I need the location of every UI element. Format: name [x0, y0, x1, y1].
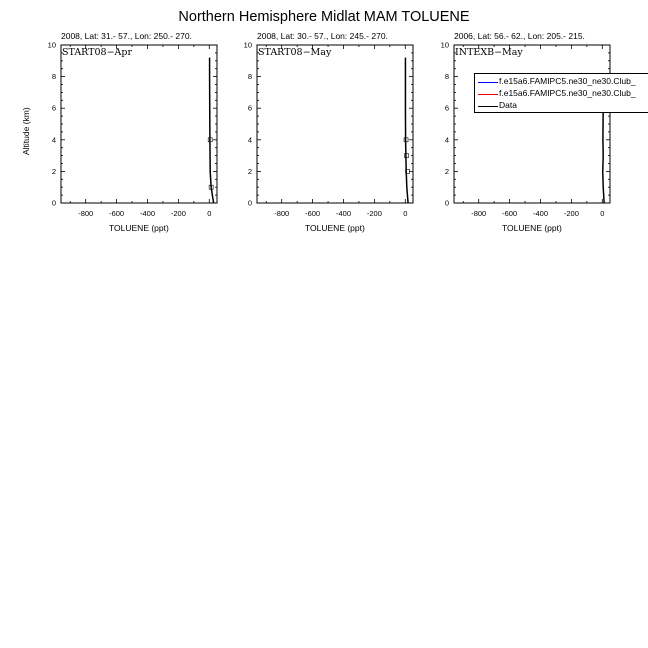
x-axis-label: TOLUENE (ppt)	[305, 223, 365, 233]
chart-plot	[236, 30, 416, 236]
y-tick-label: 4	[51, 135, 56, 145]
x-tick-label: -400	[139, 209, 156, 218]
legend-swatch	[478, 82, 498, 83]
x-tick-label: -400	[532, 209, 549, 218]
x-tick-label: -200	[170, 209, 186, 218]
plot-frame	[454, 45, 610, 203]
y-axis-label: Altitude (km)	[21, 107, 31, 155]
y-tick-label: 8	[444, 72, 449, 82]
data-line	[210, 58, 214, 203]
legend-label: f.e15a6.FAMIPC5.ne30_ne30.Club_	[499, 88, 636, 98]
chart-plot	[433, 30, 613, 236]
y-tick-label: 2	[247, 166, 252, 176]
x-tick-label: -800	[274, 209, 290, 218]
x-tick-label: 0	[600, 209, 605, 218]
plot-frame	[257, 45, 413, 203]
y-tick-label: 0	[444, 198, 449, 208]
y-tick-label: 10	[243, 40, 252, 50]
chart-panel-2	[236, 30, 416, 236]
y-tick-label: 8	[247, 72, 252, 82]
y-tick-label: 6	[444, 103, 449, 113]
x-axis-label: TOLUENE (ppt)	[502, 223, 562, 233]
chart-panel-1	[21, 30, 220, 236]
panel-subtitle: 2008, Lat: 31.- 57., Lon: 250.- 270.	[61, 31, 192, 41]
x-tick-label: -800	[471, 209, 487, 218]
y-tick-label: 6	[247, 103, 252, 113]
panel-subtitle: 2006, Lat: 56.- 62., Lon: 205.- 215.	[454, 31, 585, 41]
x-tick-label: -800	[78, 209, 94, 218]
x-tick-label: -600	[305, 209, 321, 218]
legend-swatch	[478, 106, 498, 107]
panel-label: INTEXB−May	[455, 47, 523, 58]
y-tick-label: 8	[51, 72, 56, 82]
chart-panel-3	[433, 30, 613, 236]
y-tick-label: 6	[51, 103, 56, 113]
plot-frame	[61, 45, 217, 203]
legend-label: Data	[499, 100, 517, 110]
y-tick-label: 2	[51, 166, 56, 176]
data-line	[405, 58, 408, 203]
legend-swatch	[478, 94, 498, 95]
y-tick-label: 0	[51, 198, 56, 208]
y-tick-label: 0	[247, 198, 252, 208]
y-tick-label: 2	[444, 166, 449, 176]
panel-label: START08−Apr	[62, 47, 133, 58]
y-tick-label: 10	[440, 40, 449, 50]
page-title: Northern Hemisphere Midlat MAM TOLUENE	[178, 9, 470, 25]
x-tick-label: -400	[335, 209, 352, 218]
x-tick-label: -600	[109, 209, 125, 218]
x-tick-label: -600	[502, 209, 518, 218]
legend	[474, 73, 648, 113]
legend-label: f.e15a6.FAMIPC5.ne30_ne30.Club_	[499, 76, 636, 86]
chart-plot	[40, 30, 220, 236]
panel-label: START08−May	[258, 47, 332, 58]
panel-subtitle: 2008, Lat: 30.- 57., Lon: 245.- 270.	[257, 31, 388, 41]
y-tick-label: 4	[247, 135, 252, 145]
x-tick-label: -200	[563, 209, 579, 218]
x-tick-label: -200	[366, 209, 382, 218]
x-tick-label: 0	[207, 209, 212, 218]
y-tick-label: 4	[444, 135, 449, 145]
x-tick-label: 0	[403, 209, 408, 218]
y-tick-label: 10	[47, 40, 56, 50]
x-axis-label: TOLUENE (ppt)	[109, 223, 169, 233]
